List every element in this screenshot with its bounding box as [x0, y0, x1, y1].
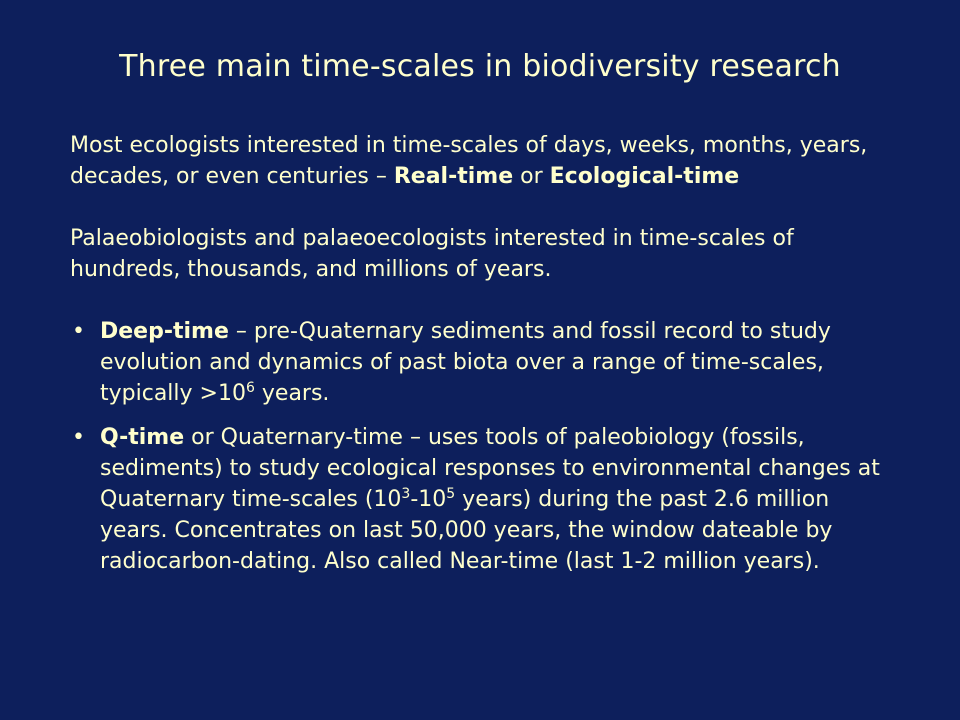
- bullet-text: – pre-Quaternary sediments and fossil record to study evolution and dynamics of past biota over a range of time-scales, typically >10: [100, 319, 831, 406]
- exponent: 6: [245, 380, 255, 396]
- term-ecological-time: Ecological-time: [549, 164, 740, 189]
- term-real-time: Real-time: [393, 164, 514, 189]
- paragraph-text: Palaeobiologists and palaeoecologists interested in time-scales of hundreds, thousands, and millions of years.: [70, 226, 794, 282]
- exponent: 5: [446, 486, 456, 502]
- paragraph-text: or: [513, 164, 550, 189]
- bullet-list: [70, 316, 900, 577]
- term-deep-time: Deep-time: [100, 319, 229, 344]
- bullet-marker: •: [72, 319, 85, 344]
- bullet-deep-time: [70, 316, 900, 409]
- term-q-time: Q-time: [100, 425, 185, 450]
- bullet-marker: •: [72, 425, 85, 450]
- bullet-text: years) during the past 2.6 million years. Concentrates on last 50,000 years, the window dateable by radiocarbon-dating. Also called Near-time (last 1-2 million years).: [100, 487, 833, 574]
- paragraph-text: Most ecologists interested in time-scales of days, weeks, months, years, decades, or even centuries –: [70, 133, 868, 189]
- bullet-q-time: [70, 422, 900, 577]
- exponent: 3: [401, 486, 411, 502]
- paragraph-palaeo: [70, 223, 900, 285]
- bullet-text: years.: [254, 381, 330, 406]
- slide-body: [70, 130, 900, 577]
- paragraph-ecological-time: [70, 130, 900, 192]
- bullet-text: or Quaternary-time – uses tools of paleobiology (fossils, sediments) to study ecological responses to environmental changes at Quaternary time-scales (10: [100, 425, 880, 512]
- slide-title: Three main time-scales in biodiversity research: [119, 49, 841, 84]
- bullet-text: -10: [410, 487, 447, 512]
